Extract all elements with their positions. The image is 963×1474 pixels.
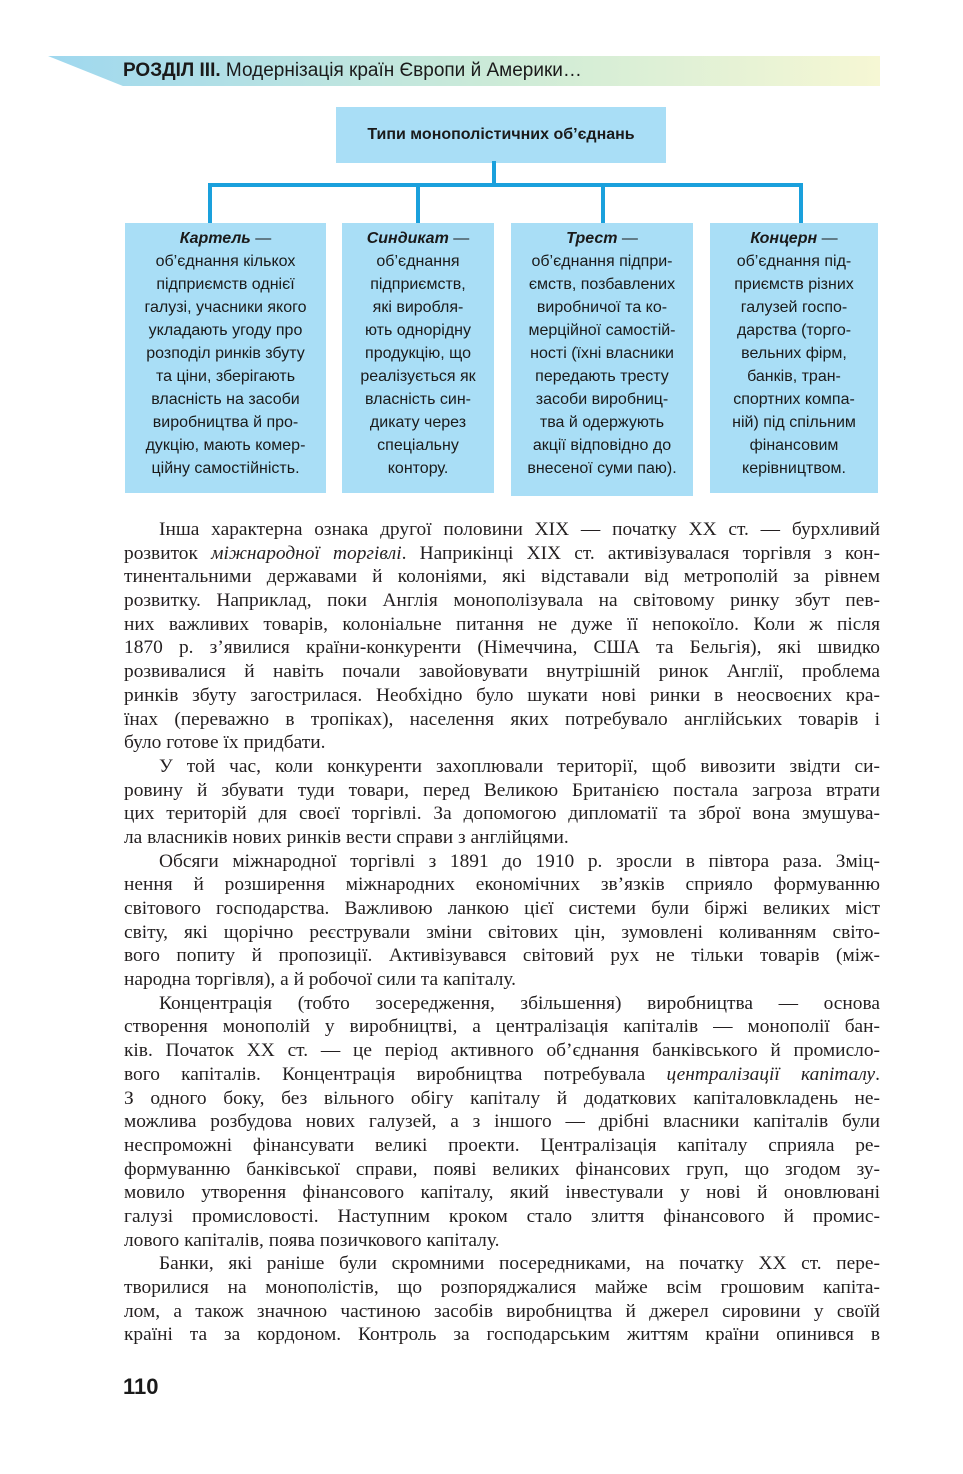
text-line: неспроможні фінансувати великі проекти. Централізація капіталу сприяла ре-	[124, 1134, 880, 1156]
type-line: керівництвом.	[742, 460, 846, 477]
type-line: засоби виробниц-	[535, 391, 669, 408]
text-line: Обсяги міжнародної торгівлі з 1891 до 1910 р. зросли в півтора раза. Зміц-	[159, 850, 880, 872]
text-line: них важливих товарів, колоніальне питання не дуже її непокоїло. Коли ж після	[124, 613, 880, 635]
type-line: та ціни, зберігають	[155, 368, 296, 385]
text-line: можлива розбудова нових галузей, а з іншого — дрібні власники капіталів були	[124, 1111, 880, 1133]
type-line: контору.	[387, 460, 449, 477]
text-line: лом, а також значною частиною засобів виробництва й джерел сировини у своїй	[124, 1300, 880, 1322]
text-line: З одного боку, без вільного обігу капіталу й додаткових капіталовкладень не-	[124, 1087, 880, 1109]
text-line: галузі промисловості. Наступним кроком стало злиття фінансового й промис-	[124, 1205, 880, 1227]
type-line: галузей госпо-	[740, 299, 848, 316]
text-line: ла власників нових ринків вести справи з англійцями.	[124, 826, 569, 848]
text-line: народна торгівля), а й робочої сили та капіталу.	[124, 969, 516, 991]
type-line: дарства (торго-	[736, 322, 852, 339]
type-line: ності (їхні власники	[530, 345, 674, 362]
type-box-concern	[710, 223, 878, 493]
type-term: Концерн	[750, 230, 818, 247]
diagram-connectors	[0, 0, 963, 260]
type-box-kartel	[125, 223, 326, 493]
text-line: формуванню банківської справи, появі великих фінансових груп, що згодом зу-	[124, 1158, 880, 1180]
type-line: реалізується як	[360, 368, 476, 385]
text-line: 1870 р. з’явилися країни-конкуренти (Німеччина, США та Бельгія), які швидко	[124, 637, 880, 659]
type-line: виробничої та ко-	[536, 299, 668, 316]
type-line: приємств різних	[734, 276, 854, 293]
text-line: розвиток міжнародної торгівлі. Наприкінці XIX ст. активізувалася торгівля з кон-	[124, 542, 881, 564]
text-line: світу, які щорічно реєстрували зміни світових цін, зумовлені коливанням світо-	[124, 921, 880, 943]
text-line: лового капіталів, поява позичкового капіталу.	[124, 1229, 500, 1251]
type-box-heading: Картель —	[179, 230, 272, 247]
type-line: дикату через	[369, 414, 467, 431]
type-line: галузі, учасники якого	[144, 299, 307, 316]
type-line: акції відповідно до	[532, 437, 672, 454]
type-term: Трест	[566, 230, 618, 247]
type-line: власність на засоби	[151, 391, 300, 408]
text-line: створення монополій у виробництві, а централізація капіталів — монополії бан-	[124, 1016, 880, 1038]
text-line: країні та за кордоном. Контроль за господарським життям країни опинився в	[124, 1324, 880, 1346]
type-line: мерційної самостій-	[528, 322, 676, 339]
type-term: Картель	[179, 230, 251, 247]
type-line: тва й одержують	[539, 414, 665, 431]
text-line: цих територій для своєї торгівлі. За допомогою дипломатії та зброї вона змушува-	[124, 803, 880, 825]
text-line: Банки, які раніше були скромними посередниками, на початку XX ст. пере-	[159, 1253, 880, 1275]
type-line: об’єднання під-	[736, 253, 852, 270]
text-line: Концентрація (тобто зосередження, збільшення) виробництва — основа	[159, 992, 880, 1014]
type-term: Синдикат	[366, 230, 449, 247]
text-line: ровину й збувати туди товари, перед Великою Британією постала загроза втрати	[124, 779, 880, 801]
type-line: продукцію, що	[365, 345, 471, 362]
text-line: їнах (переважно в тропіках), населення яких потребувало англійських товарів і	[124, 708, 880, 730]
text-line: нення й розширення міжнародних економічних зв’язків сприяло формуванню	[124, 874, 880, 896]
type-line: ній) під спільним	[732, 414, 856, 431]
diagram-title: Типи монополістичних об’єднань	[336, 107, 666, 163]
text-line: творилися на монополістів, що розпоряджалися майже всім грошовим капіта-	[124, 1277, 880, 1298]
text-line: Інша характерна ознака другої половини XIX — початку XX ст. — бурхливий	[159, 519, 880, 540]
text-line: світового господарства. Важливою ланкою цієї системи були біржі великих міст	[124, 898, 880, 919]
type-box-heading: Концерн —	[750, 230, 838, 247]
type-box-syndicate	[342, 223, 494, 493]
type-line: підприємств однієї	[156, 276, 295, 293]
text-line: було готове їх придбати.	[124, 732, 326, 754]
type-line: укладають угоду про	[148, 322, 303, 339]
text-line: розвитку. Наприклад, поки Англія монополізувала на світовому ринку збут пев-	[124, 590, 880, 612]
type-line: об’єднання	[376, 253, 460, 270]
text-line: мовило утворення фінансового капіталу, який інвестували у нові й оновлювані	[124, 1182, 880, 1204]
type-line: ємств, позбавлених	[528, 276, 676, 293]
type-box-heading: Синдикат —	[366, 230, 470, 247]
type-line: спортних компа-	[733, 391, 855, 408]
type-line: банків, тран-	[747, 368, 841, 385]
text-line: У той час, коли конкуренти захоплювали території, щоб вивозити звідти си-	[159, 755, 880, 777]
type-line: виробництва й про-	[152, 414, 299, 431]
type-line: власність син-	[365, 391, 471, 408]
type-line: спеціальну	[377, 437, 459, 454]
type-line: об’єднання підпри-	[531, 253, 673, 270]
type-line: розподіл ринків збуту	[146, 345, 305, 362]
type-line: вельних фірм,	[741, 345, 847, 362]
text-line: вого капіталів. Концентрація виробництва потребувала централізації капіталу.	[124, 1063, 881, 1085]
text-line: розвивалися й навіть почали завойовувати внутрішній ринок Англії, проблема	[124, 661, 880, 683]
type-line: підприємств,	[370, 276, 466, 293]
type-line: внесеної суми паю).	[527, 460, 677, 477]
text-line: тинентальними державами й колоніями, які відставали від метрополій за рівнем	[124, 566, 880, 588]
type-line: дукцію, мають комер-	[145, 437, 306, 454]
body-text	[124, 518, 880, 1347]
type-line: передають тресту	[535, 368, 669, 385]
type-box-trust	[511, 223, 693, 496]
type-box-heading: Трест —	[566, 230, 638, 247]
page-number: 110	[123, 1374, 159, 1399]
type-line: об’єднання кількох	[155, 253, 296, 270]
section-title: Модернізація країн Європи й Америки…	[220, 60, 582, 81]
type-line: які виробля-	[372, 299, 464, 316]
emphasis: міжнародної торгівлі	[211, 542, 402, 564]
text-line: ків. Початок XX ст. — це період активного об’єднання банківського й промисло-	[124, 1040, 880, 1062]
text-line: вого попиту й пропозиції. Активізувався світовий рух не тільки товарів (між-	[124, 945, 880, 967]
type-line: ють однорідну	[365, 322, 471, 339]
text-line: ринків збуту загострилася. Необхідно було шукати нові ринки в неосвоєних кра-	[124, 684, 880, 706]
type-line: ційну самостійність.	[151, 460, 300, 477]
emphasis: централізації капіталу	[666, 1063, 876, 1085]
type-line: фінансовим	[749, 437, 839, 454]
section-label: РОЗДІЛ III.	[123, 60, 221, 81]
